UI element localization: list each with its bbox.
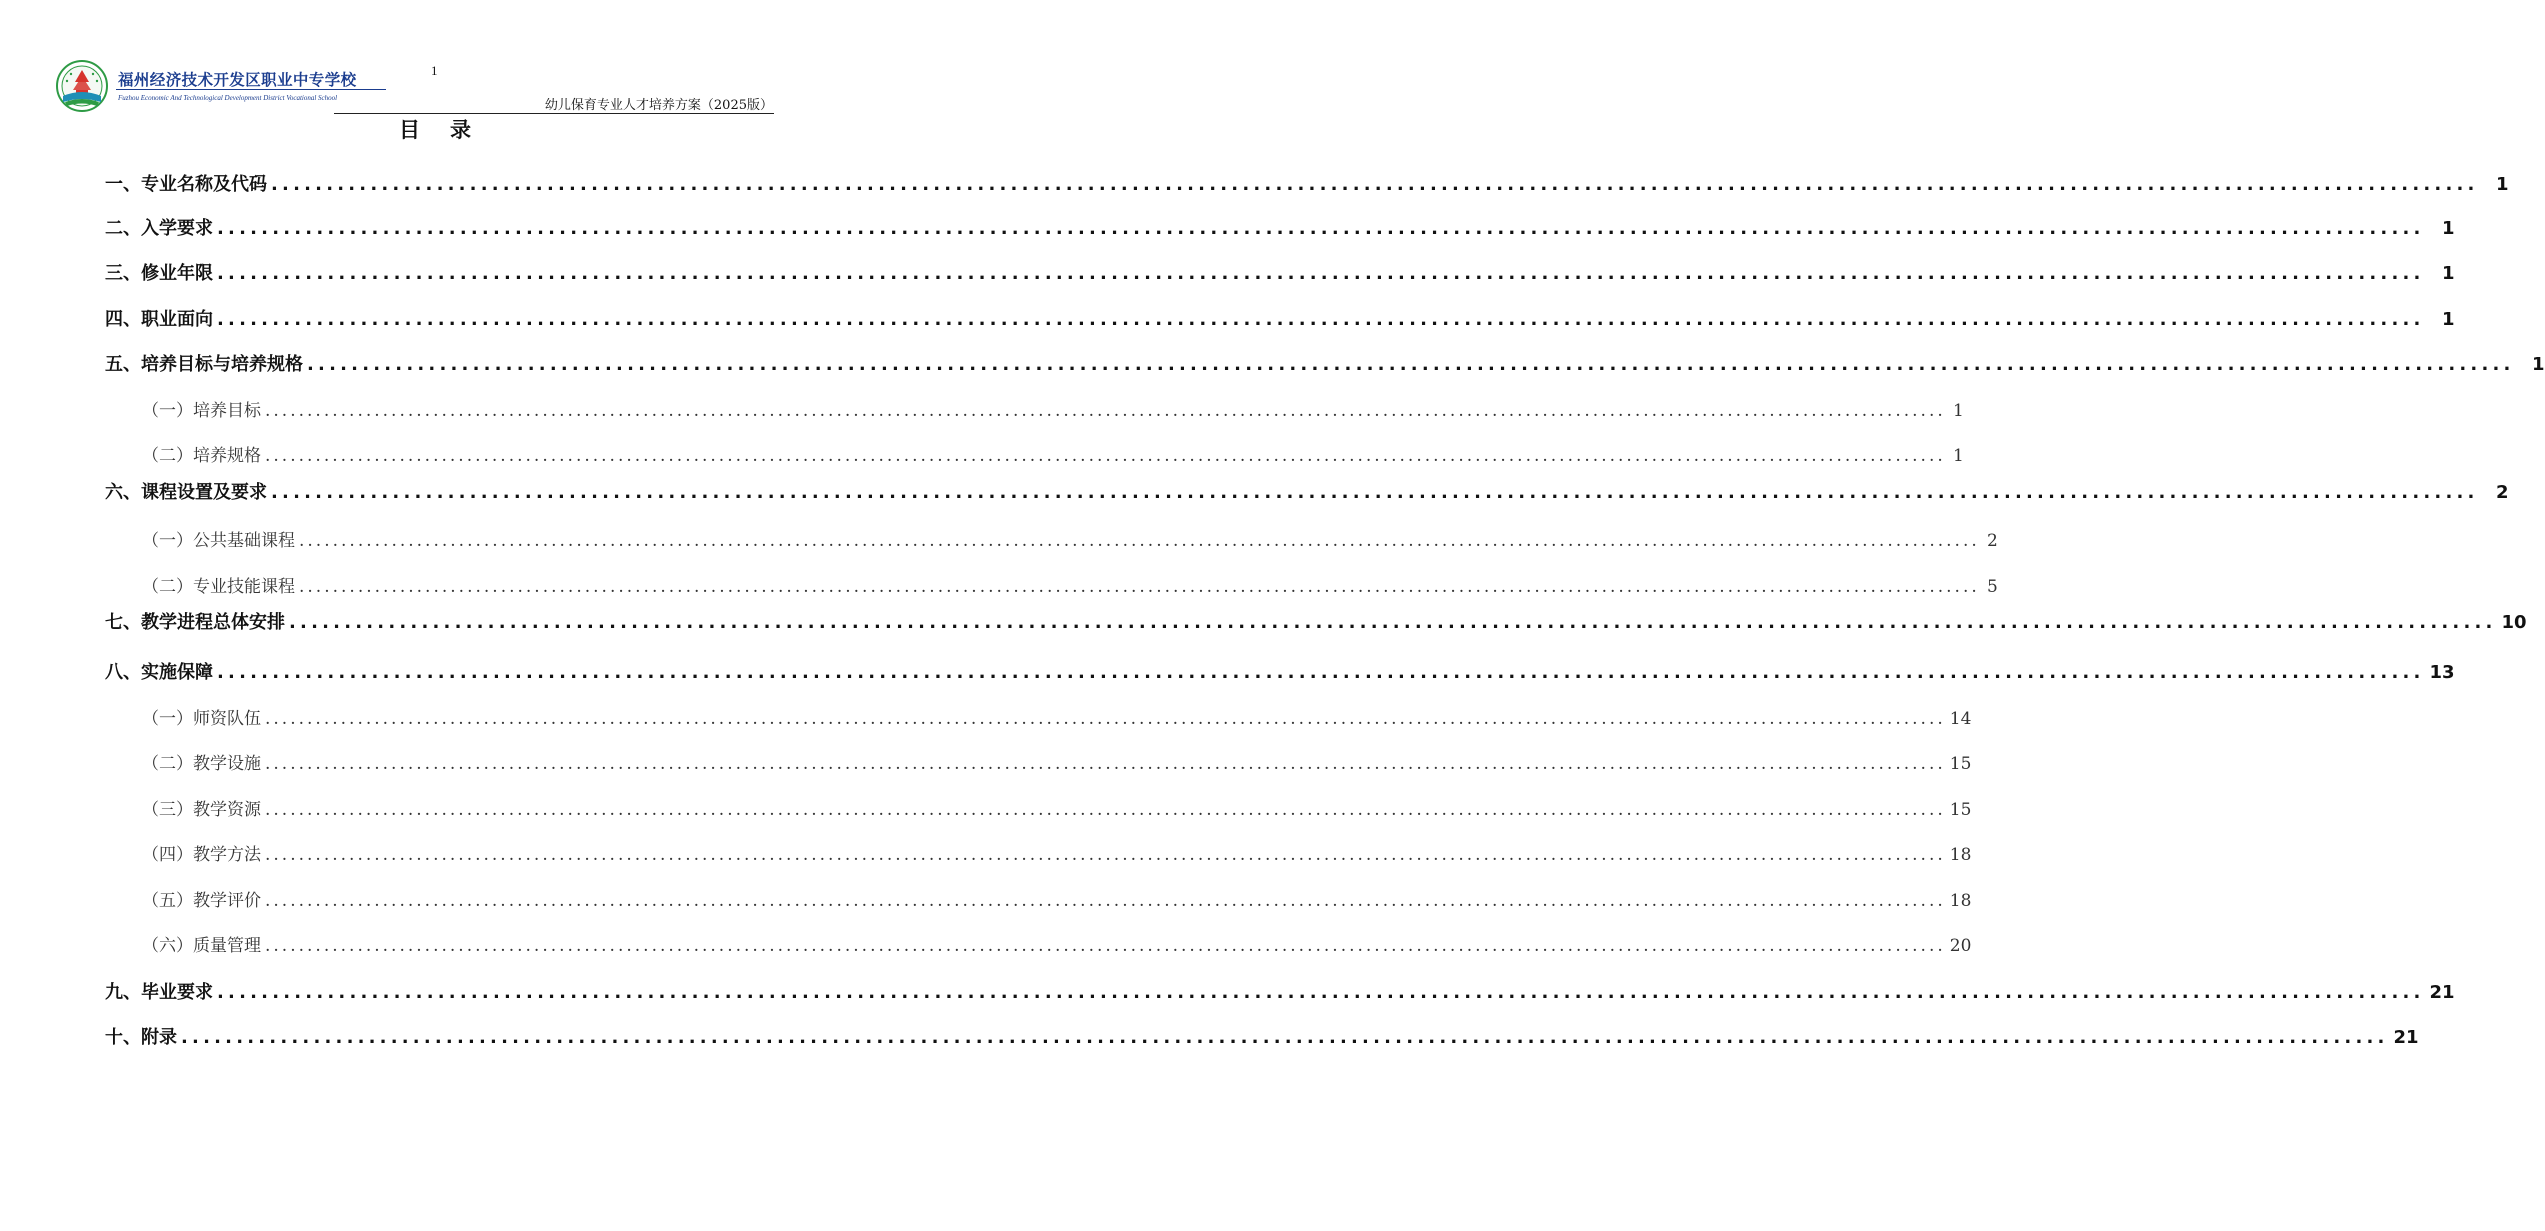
toc-entry-page: 1 — [2496, 174, 2509, 195]
toc-entry-label: 九、毕业要求 — [105, 982, 213, 1003]
toc-entry[interactable] — [105, 305, 2455, 331]
toc-subentry-label: （一）师资队伍 — [142, 709, 261, 729]
toc-leader-dots: ........................................................................................................................................................................................................ — [265, 754, 1946, 774]
toc-entry-page: 1 — [2442, 309, 2455, 330]
toc-entry[interactable] — [105, 350, 2545, 376]
toc-leader-dots: ........................................................................................................................................................................................................ — [265, 891, 1946, 911]
toc-entry-page: 2 — [2496, 482, 2509, 503]
toc-leader-dots: ........................................................................................................................................................................................................ — [299, 531, 1980, 551]
toc-entry-label: 一、专业名称及代码 — [105, 174, 267, 195]
toc-entry[interactable] — [105, 478, 2509, 504]
toc-entry-label: 七、教学进程总体安排 — [105, 612, 285, 633]
toc-subentry-label: （一）培养目标 — [142, 401, 261, 421]
toc-subentry[interactable] — [142, 396, 1964, 421]
toc-entry-page: 21 — [2429, 982, 2455, 1003]
toc-entry[interactable] — [105, 259, 2455, 285]
toc-entry-label: 十、附录 — [105, 1027, 177, 1048]
toc-leader-dots: ........................................................................................................................................................................................................ — [271, 482, 2479, 503]
toc-entry-label: 四、职业面向 — [105, 309, 213, 330]
toc-subentry[interactable] — [142, 526, 1998, 551]
toc-subentry-page: 20 — [1949, 936, 1972, 956]
toc-subentry-label: （三）教学资源 — [142, 800, 261, 820]
toc-subentry-page: 18 — [1949, 845, 1972, 865]
toc-entry-label: 二、入学要求 — [105, 218, 213, 239]
toc-leader-dots: ........................................................................................................................................................................................................ — [217, 662, 2425, 683]
toc-entry-page: 1 — [2532, 354, 2545, 375]
toc-entry-label: 三、修业年限 — [105, 263, 213, 284]
toc-entry[interactable] — [105, 1023, 2419, 1049]
document-title: 幼儿保育专业人才培养方案（2025版） — [544, 98, 773, 113]
toc-entry[interactable] — [105, 170, 2509, 196]
toc-leader-dots: ........................................................................................................................................................................................................ — [217, 218, 2425, 239]
toc-entry-page: 1 — [2442, 218, 2455, 239]
toc-subentry[interactable] — [142, 572, 1998, 597]
toc-leader-dots: ........................................................................................................................................................................................................ — [181, 1027, 2389, 1048]
toc-subentry-page: 2 — [1986, 531, 1998, 551]
toc-leader-dots: ........................................................................................................................................................................................................ — [265, 800, 1946, 820]
toc-leader-dots: ........................................................................................................................................................................................................ — [217, 309, 2425, 330]
toc-leader-dots: ........................................................................................................................................................................................................ — [217, 263, 2425, 284]
toc-entry-label: 八、实施保障 — [105, 662, 213, 683]
toc-subentry[interactable] — [142, 749, 1972, 774]
toc-subentry-label: （二）培养规格 — [142, 446, 261, 466]
toc-subentry[interactable] — [142, 441, 1964, 466]
toc-entry[interactable] — [105, 658, 2455, 684]
toc-entry[interactable] — [105, 978, 2455, 1004]
toc-subentry-label: （二）专业技能课程 — [142, 577, 295, 597]
toc-subentry-page: 14 — [1949, 709, 1972, 729]
toc-leader-dots: ........................................................................................................................................................................................................ — [265, 709, 1946, 729]
toc-leader-dots: ........................................................................................................................................................................................................ — [307, 354, 2515, 375]
toc-entry-label: 五、培养目标与培养规格 — [105, 354, 303, 375]
toc-leader-dots: ........................................................................................................................................................................................................ — [265, 845, 1946, 865]
toc-leader-dots: ........................................................................................................................................................................................................ — [217, 982, 2425, 1003]
toc-entry-page: 10 — [2501, 612, 2527, 633]
toc-leader-dots: ........................................................................................................................................................................................................ — [299, 577, 1980, 597]
page-number: 1 — [431, 63, 438, 78]
toc-subentry[interactable] — [142, 795, 1972, 820]
toc-subentry[interactable] — [142, 886, 1972, 911]
toc-leader-dots: ........................................................................................................................................................................................................ — [271, 174, 2479, 195]
toc-subentry-label: （四）教学方法 — [142, 845, 261, 865]
toc-subentry-page: 15 — [1949, 800, 1972, 820]
toc-subentry-page: 18 — [1949, 891, 1972, 911]
toc-entry-page: 21 — [2393, 1027, 2419, 1048]
toc-subentry-page: 1 — [1952, 401, 1964, 421]
toc-subentry-label: （五）教学评价 — [142, 891, 261, 911]
toc-subentry-label: （二）教学设施 — [142, 754, 261, 774]
toc-subentry-page: 5 — [1986, 577, 1998, 597]
toc-subentry-label: （六）质量管理 — [142, 936, 261, 956]
toc-leader-dots: ........................................................................................................................................................................................................ — [265, 936, 1946, 956]
toc-leader-dots: ........................................................................................................................................................................................................ — [289, 612, 2497, 633]
toc-subentry[interactable] — [142, 704, 1972, 729]
toc-subentry-label: （一）公共基础课程 — [142, 531, 295, 551]
toc-leader-dots: ........................................................................................................................................................................................................ — [265, 401, 1946, 421]
toc-subentry[interactable] — [142, 840, 1972, 865]
toc-leader-dots: ........................................................................................................................................................................................................ — [265, 446, 1946, 466]
toc-entry-page: 1 — [2442, 263, 2455, 284]
toc-entry-page: 13 — [2429, 662, 2455, 683]
toc-entry[interactable] — [105, 214, 2455, 240]
school-name-cn: 福州经济技术开发区职业中专学校 — [118, 71, 357, 89]
toc-subentry[interactable] — [142, 931, 1972, 956]
toc-heading: 目录 — [399, 118, 501, 142]
toc-entry[interactable] — [105, 608, 2527, 634]
toc-entry-label: 六、课程设置及要求 — [105, 482, 267, 503]
school-name-en: Fuzhou Economic And Technological Development District Vocational School — [118, 94, 338, 102]
toc-subentry-page: 1 — [1952, 446, 1964, 466]
toc-subentry-page: 15 — [1949, 754, 1972, 774]
